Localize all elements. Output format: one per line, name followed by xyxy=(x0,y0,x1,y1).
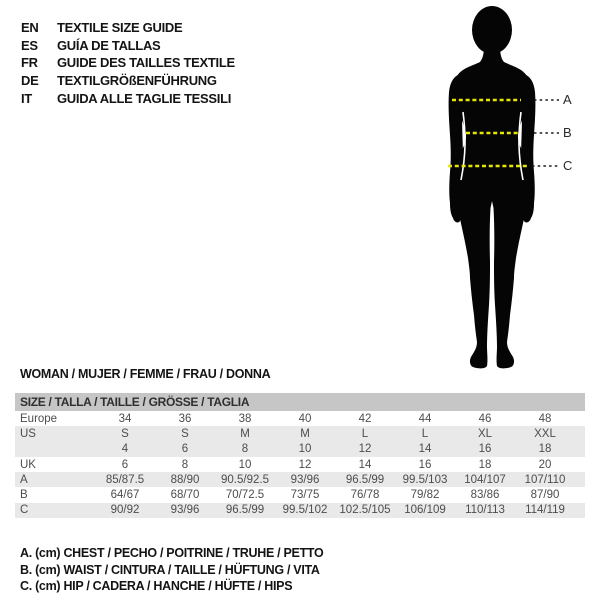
size-cell: 93/96 xyxy=(170,504,200,517)
size-cell: L xyxy=(361,427,369,440)
size-table-row xyxy=(15,503,585,518)
size-table-header: SIZE / TALLA / TAILLE / GRÖSSE / TAGLIA xyxy=(15,393,585,411)
size-cell: 48 xyxy=(538,412,552,425)
size-row-label: US xyxy=(20,427,36,440)
size-row-label: A xyxy=(20,473,28,486)
size-cell: 46 xyxy=(478,412,492,425)
size-cell: 96.5/99 xyxy=(345,473,385,486)
language-title-row xyxy=(21,19,235,37)
size-table-row xyxy=(15,472,585,487)
size-cell: 114/119 xyxy=(525,504,565,517)
size-cell: M xyxy=(300,427,310,440)
measurement-legend xyxy=(20,545,323,595)
size-cell: 70/72.5 xyxy=(225,489,265,502)
right-arm-silhouette xyxy=(521,74,536,222)
size-cell: 12 xyxy=(298,458,312,471)
size-cell: S xyxy=(121,427,129,440)
size-cell: 93/96 xyxy=(290,473,320,486)
size-cell: 6 xyxy=(181,443,189,456)
size-cell: L xyxy=(421,427,429,440)
language-code: IT xyxy=(21,90,32,106)
language-title: TEXTILGRÖßENFÜHRUNG xyxy=(57,73,217,89)
size-table-row xyxy=(15,442,585,457)
size-table-body xyxy=(15,411,585,518)
size-cell: M xyxy=(240,427,250,440)
size-cell: 14 xyxy=(418,443,432,456)
size-cell: 42 xyxy=(358,412,372,425)
size-cell: 76/78 xyxy=(350,489,380,502)
size-cell: 73/75 xyxy=(290,489,320,502)
size-cell: 79/82 xyxy=(410,489,440,502)
body-silhouette xyxy=(452,44,532,368)
size-cell: 107/110 xyxy=(524,473,566,486)
size-cell: 8 xyxy=(241,443,249,456)
size-cell: 14 xyxy=(358,458,372,471)
section-heading: WOMAN / MUJER / FEMME / FRAU / DONNA xyxy=(20,367,271,381)
legend-line: C. (cm) HIP / CADERA / HANCHE / HÜFTE / HIPS xyxy=(20,579,293,593)
woman-silhouette-figure xyxy=(420,0,600,375)
size-cell: 44 xyxy=(418,412,432,425)
language-title: TEXTILE SIZE GUIDE xyxy=(57,20,183,35)
size-row-label: UK xyxy=(20,458,36,471)
size-cell: 10 xyxy=(238,458,252,471)
size-row-label: C xyxy=(20,504,29,517)
legend-line: A. (cm) CHEST / PECHO / POITRINE / TRUHE / PETTO xyxy=(20,546,324,560)
size-cell: 96.5/99 xyxy=(225,504,265,517)
size-cell: 90/92 xyxy=(110,504,140,517)
size-cell: 20 xyxy=(538,458,552,471)
size-cell: 10 xyxy=(298,443,312,456)
language-title-list xyxy=(21,19,235,108)
size-cell: 18 xyxy=(478,458,492,471)
size-cell: 90.5/92.5 xyxy=(221,473,269,486)
size-cell: XXL xyxy=(534,427,556,440)
size-table-row xyxy=(15,457,585,472)
size-cell: 110/113 xyxy=(465,504,505,517)
size-cell: 12 xyxy=(358,443,372,456)
size-cell: 36 xyxy=(178,412,192,425)
size-table-row xyxy=(15,426,585,441)
marker-c-label: C xyxy=(563,158,573,173)
legend-line: B. (cm) WAIST / CINTURA / TAILLE / HÜFTUNG / VITA xyxy=(20,562,320,577)
marker-b-label: B xyxy=(563,125,572,140)
size-cell: 104/107 xyxy=(464,473,506,486)
size-cell: 18 xyxy=(538,443,552,456)
language-code: DE xyxy=(21,73,39,89)
marker-a-label: A xyxy=(563,92,572,107)
woman-silhouette-svg xyxy=(420,0,600,375)
size-cell: 87/90 xyxy=(530,489,560,502)
size-cell: 64/67 xyxy=(110,489,140,502)
size-table xyxy=(15,393,585,518)
language-title: GUÍA DE TALLAS xyxy=(57,37,161,53)
left-arm-silhouette xyxy=(449,74,464,222)
size-cell: 106/109 xyxy=(404,504,446,517)
language-title-row xyxy=(21,54,235,72)
size-cell: 8 xyxy=(181,458,189,471)
size-cell: 99.5/103 xyxy=(402,473,448,486)
size-table-row xyxy=(15,487,585,502)
size-cell: 40 xyxy=(298,412,312,425)
size-cell: 83/86 xyxy=(470,489,500,502)
language-code: ES xyxy=(21,37,38,53)
language-title-row xyxy=(21,90,235,108)
size-cell: 85/87.5 xyxy=(105,473,145,486)
language-code: FR xyxy=(21,55,38,71)
size-cell: 16 xyxy=(478,443,492,456)
size-cell: 16 xyxy=(418,458,432,471)
size-cell: 99.5/102 xyxy=(282,504,328,517)
language-title-row xyxy=(21,37,235,55)
language-title: GUIDE DES TAILLES TEXTILE xyxy=(57,55,235,71)
language-title-row xyxy=(21,72,235,90)
size-cell: S xyxy=(181,427,189,440)
size-cell: 34 xyxy=(118,412,132,425)
size-cell: 4 xyxy=(121,443,129,456)
size-table-row xyxy=(15,411,585,426)
language-code: EN xyxy=(21,20,39,35)
size-row-label: Europe xyxy=(20,412,58,425)
size-cell: 38 xyxy=(238,412,252,425)
size-cell: 88/90 xyxy=(170,473,200,486)
size-row-label: B xyxy=(20,489,28,502)
size-cell: XL xyxy=(477,427,493,440)
size-cell: 102.5/105 xyxy=(339,504,391,517)
size-cell: 68/70 xyxy=(170,489,200,502)
size-cell: 6 xyxy=(121,458,129,471)
language-title: GUIDA ALLE TAGLIE TESSILI xyxy=(57,90,232,106)
